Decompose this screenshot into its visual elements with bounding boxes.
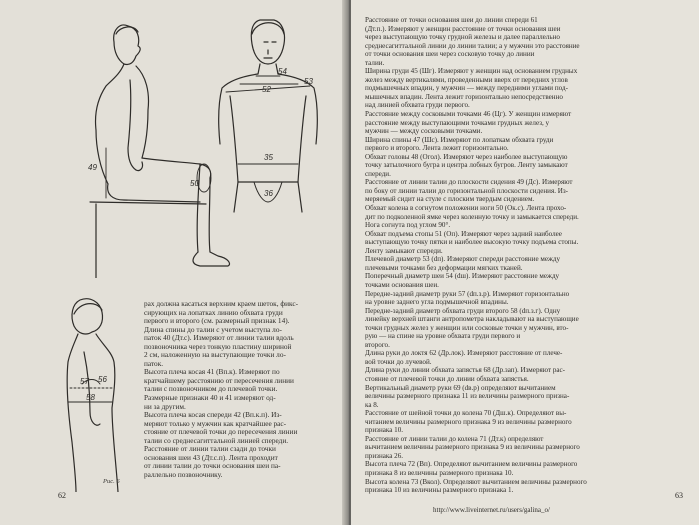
text-line: талии с позвоночником до плечевой точки.	[144, 385, 278, 394]
text-line: мышечных впадин. Лента лежит горизонтально непосредственно	[365, 92, 563, 101]
text-line: Высота колена 73 (Вкол). Определяют вычитанием величины размерного	[365, 477, 587, 486]
right-page	[351, 0, 699, 525]
watermark-url: http://www.liveinternet.ru/users/galina_o/	[433, 506, 550, 514]
text-line: Расстояние от линии талии сзади до точки	[144, 445, 276, 454]
text-line: Ленту замыкают спереди.	[365, 246, 443, 255]
text-line: признака 8 из величины размерного признака 10.	[365, 468, 514, 477]
text-line: первого и второго. Лента лежит горизонтально.	[365, 144, 509, 153]
text-line: меряют только у мужчин как кратчайшее рас-	[144, 419, 287, 428]
text-line: на уровне заднего угла подмышечной впадины.	[365, 298, 509, 307]
text-line: по боку от линии талии до горизонтальной плоскости сидения. Из-	[365, 186, 569, 195]
text-line: 2 см, наложенную на выступающие точки ло-	[144, 351, 286, 360]
text-line: ни за другим.	[144, 402, 186, 411]
text-line: раллельно позвоночнику.	[144, 470, 223, 479]
text-line: величины размерного признака 11 из величины размерного призна-	[365, 392, 570, 401]
text-line: Обхват головы 48 (Огол). Измеряют через наиболее выступающую	[365, 152, 568, 161]
text-line: подмышечных впадин, у мужчин — между передними углами под-	[365, 84, 568, 93]
text-line: Длина руки до локтя 62 (Др.лок). Измеряют расстояние от плече-	[365, 349, 563, 358]
text-line: спереди.	[365, 169, 391, 178]
text-line: вычитанием величины размерного признака 9 из величины размерного	[365, 443, 580, 452]
text-line: дит по подколенной ямке через коленную точку и замыкается спереди.	[365, 212, 579, 221]
text-line: Высота плеча косая спереди 42 (Вп.к.п). Из-	[144, 411, 282, 420]
text-line: Обхват подъема стопы 51 (Оп). Измеряют через задний наиболее	[365, 229, 562, 238]
text-line: Передне-задний диаметр руки 57 (dп.з.р). Измеряют горизонтально	[365, 289, 570, 298]
right-page-body-text	[365, 16, 587, 495]
text-line: Расстояние от линии талии до колена 71 (Дт.к) определяют	[365, 434, 544, 443]
text-line: признака 26.	[365, 451, 404, 460]
text-line: Передне-задний диаметр обхвата груди второго 58 (dп.з.г). Одну	[365, 306, 561, 315]
text-line: мужчин — между сосковыми точками.	[365, 127, 483, 136]
text-line: точками основания шеи.	[365, 280, 439, 289]
text-line: точки грудных желез у женщин или сосковые точки у мужчин, вто-	[365, 323, 569, 332]
text-line: стояние от плечевой точки до линии обхвата запястья.	[365, 374, 529, 383]
figure-caption: Рис. 6	[103, 478, 120, 485]
text-line: талии.	[365, 58, 385, 67]
text-line: паток.	[144, 359, 164, 368]
text-line: Высота плеча косая 41 (Вп.к). Измеряют по	[144, 368, 280, 377]
text-line: от линии талии до точки основания шеи па-	[144, 462, 281, 471]
text-line: кратчайшему расстоянию от пересечения линии	[144, 376, 294, 385]
text-line: Расстояние между сосковыми точками 46 (Цг). У женщин измеряют	[365, 110, 572, 119]
text-line: точку затылочного бугра и центра лобных бугров. Ленту замыкают	[365, 161, 568, 170]
front-label-53: 53	[304, 77, 313, 86]
text-line: среднесагиттальной линии до линии талии; а у мужчин это расстояние	[365, 41, 580, 50]
text-line: Расстояние от линии талии до плоскости сидения 49 (Дс). Измеряют	[365, 178, 573, 187]
back-label-56: 56	[98, 375, 107, 384]
text-line: Размерные признаки 40 и 41 измеряют од-	[144, 394, 276, 403]
text-line: Нога согнута под углом 90°.	[365, 221, 451, 230]
text-line: Ширина спины 47 (Шс). Измеряют по лопаткам обхвата груди	[365, 135, 554, 144]
text-line: Обхват колена в согнутом положении ноги 50 (Ок.с). Лента прохо-	[365, 204, 567, 213]
text-line: основания шеи 43 (Дт.с.п). Лента проходит	[144, 453, 278, 462]
text-line: плечевыми точками без деформации мягких тканей.	[365, 263, 523, 272]
seated-label-50: 50	[190, 179, 199, 188]
left-page-number: 62	[58, 491, 66, 500]
back-label-57: 57	[80, 377, 89, 386]
text-line: талии со среднесагиттальной линией спереди.	[144, 436, 289, 445]
text-line: желез между вертикалями, проведенными вверх от передних углов	[365, 75, 568, 84]
text-line: Плечевой диаметр 53 (dп). Измеряют спереди расстояние между	[365, 255, 561, 264]
text-line: расстояние между выступающими точками грудных желез, у	[365, 118, 550, 127]
text-line: Вертикальный диаметр руки 69 (dв.р) определяют вычитанием	[365, 383, 556, 392]
text-line: Ширина груди 45 (Шг). Измеряют у женщин над основанием грудных	[365, 67, 578, 76]
text-line: паток 40 (Дт.с). Измеряют от линии талии вдоль	[144, 334, 294, 343]
front-label-54: 54	[278, 67, 287, 76]
text-line: признака 10 из величины размерного признака 1.	[365, 486, 514, 495]
text-line: выступающую точку пятки и наиболее высокую точку подъема стопы.	[365, 238, 579, 247]
seated-label-49: 49	[88, 163, 97, 172]
front-label-36: 36	[264, 189, 273, 198]
text-line: Длина руки до линии обхвата запястья 68 (Др.зап). Измеряют рас-	[365, 366, 566, 375]
text-line: второго.	[365, 340, 390, 349]
back-torso-figure-illustration	[62, 292, 142, 492]
text-line: Высота плеча 72 (Вп). Определяют вычитанием величины размерного	[365, 460, 578, 469]
text-line: рах должна касаться верхним краем шеток, фикс-	[144, 300, 299, 308]
text-line: рую — на спине на уровне обхвата груди первого и	[365, 332, 521, 341]
left-page-body-text	[144, 300, 298, 479]
text-line: признака 10.	[365, 426, 404, 435]
text-line: (Дт.п.). Измеряют у женщин расстояние от точки основания шеи	[365, 24, 561, 33]
text-line: Поперечный диаметр шеи 54 (dш). Измеряют расстояние между	[365, 272, 560, 281]
text-line: Расстояние от точки основания шеи до линии спереди 61	[365, 16, 538, 24]
left-page	[0, 0, 348, 525]
text-line: Длина спины до талии с учетом выступа ло-	[144, 325, 282, 334]
front-label-35: 35	[264, 153, 273, 162]
text-line: меряемый сидит на стуле с плоским твердым сидением.	[365, 195, 535, 204]
text-line: позвоночника через тонкую пластину шириной	[144, 342, 292, 351]
text-line: вой точки до лучевой.	[365, 357, 432, 366]
text-line: ка 8.	[365, 400, 379, 409]
text-line: стояние от плечевой точки до пересечения линии	[144, 428, 298, 437]
right-page-number: 63	[675, 491, 683, 500]
front-label-52: 52	[262, 85, 271, 94]
text-line: через выступающую точку грудной железы и далее параллельно	[365, 33, 560, 42]
text-line: над линией обхвата груди первого.	[365, 101, 470, 110]
text-line: Расстояние от шейной точки до колена 70 (Дш.к). Определяют вы-	[365, 409, 567, 418]
back-label-58: 58	[86, 393, 95, 402]
text-line: первого и второго (см. размерный признак 14).	[144, 317, 290, 326]
text-line: линейку верхней штанги антропометра накладывают на выступающие	[365, 315, 579, 324]
text-line: сирующих на лопатках линию обхвата груди	[144, 308, 283, 317]
text-line: от точки основания шеи через сосковую точку до линии	[365, 50, 535, 59]
front-torso-figure-illustration	[212, 14, 330, 214]
text-line: читанием величины размерного признака 9 из величины размерного	[365, 417, 572, 426]
